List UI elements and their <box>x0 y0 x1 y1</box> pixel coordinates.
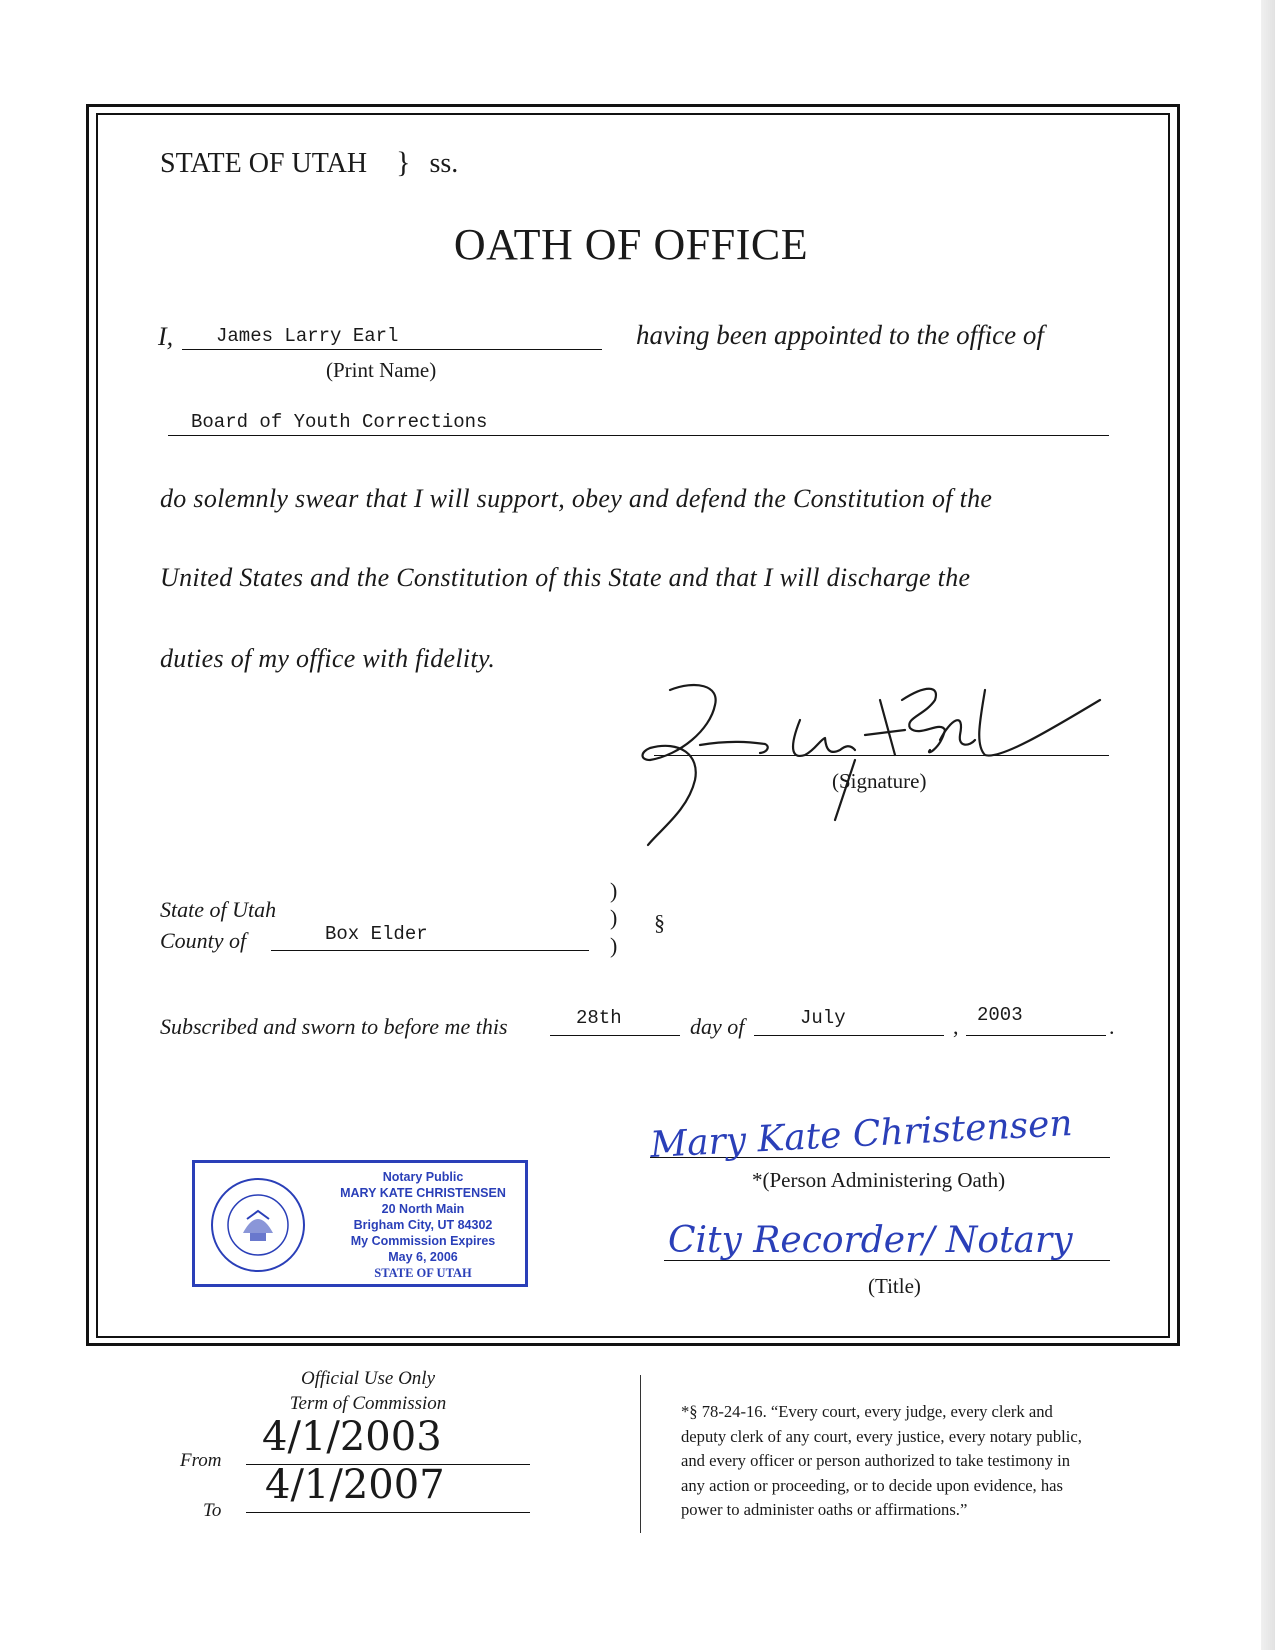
notary-stamp <box>192 1160 528 1287</box>
stamp-line-3: 20 North Main <box>381 1202 465 1216</box>
stamp-line-7: STATE OF UTAH <box>374 1266 472 1280</box>
statute-line-4: any action or proceeding, or to decide upon evidence, has <box>681 1475 1063 1495</box>
year-line <box>966 1035 1106 1036</box>
administrator-caption: *(Person Administering Oath) <box>752 1168 1006 1192</box>
stamp-line-2: MARY KATE CHRISTENSEN <box>340 1186 506 1200</box>
county-label: County of <box>160 928 247 953</box>
venue-header <box>160 146 458 180</box>
venue-state: STATE OF UTAH <box>160 148 368 179</box>
office-line <box>168 435 1109 436</box>
oath-body-line-2: United States and the Constitution of this State and that I will discharge the <box>160 563 971 592</box>
page-edge <box>1261 0 1275 1650</box>
venue-paren-2: ) <box>610 905 618 930</box>
to-line <box>246 1512 530 1513</box>
day-line <box>550 1035 680 1036</box>
sworn-year: 2003 <box>977 1004 1023 1026</box>
sworn-period: . <box>1109 1014 1115 1039</box>
official-use-subheading: Term of Commission <box>289 1393 447 1414</box>
title-caption: (Title) <box>868 1274 921 1298</box>
stamp-line-5: My Commission Expires <box>350 1234 496 1248</box>
from-label: From <box>180 1450 222 1471</box>
name-caption: (Print Name) <box>326 358 437 382</box>
venue-ss: ss. <box>429 148 459 179</box>
statute-line-5: power to administer oaths or affirmations.” <box>681 1500 968 1519</box>
oath-prefix: I, <box>158 322 174 351</box>
stamp-line-1: Notary Public <box>382 1170 464 1184</box>
from-date: 4/1/2003 <box>262 1414 442 1460</box>
county-name: Box Elder <box>325 923 428 945</box>
venue-paren-3: ) <box>610 933 618 958</box>
county-line <box>271 950 589 951</box>
office-name: Board of Youth Corrections <box>191 411 488 433</box>
administrator-title: City Recorder/ Notary <box>668 1220 1073 1261</box>
to-label: To <box>203 1500 222 1521</box>
state-label: State of Utah <box>160 897 277 922</box>
sworn-day-of: day of <box>690 1014 745 1039</box>
statute-text <box>681 1400 1181 1523</box>
oath-body-line-3: duties of my office with fidelity. <box>160 644 496 673</box>
footer-divider <box>640 1375 641 1533</box>
sworn-comma: , <box>953 1014 959 1039</box>
page-title: OATH OF OFFICE <box>453 220 809 269</box>
statute-line-1: *§ 78-24-16. “Every court, every judge, every clerk and <box>681 1402 1053 1421</box>
stamp-line-6: May 6, 2006 <box>388 1250 458 1264</box>
venue-paren-1: ) <box>610 878 618 903</box>
stamp-line-4: Brigham City, UT 84302 <box>353 1218 493 1232</box>
notary-stamp-text <box>323 1169 523 1281</box>
sworn-month: July <box>800 1007 846 1029</box>
sworn-day: 28th <box>576 1007 622 1029</box>
statute-line-2: deputy clerk of any court, every justice, every notary public, <box>681 1426 1082 1446</box>
to-date: 4/1/2007 <box>265 1462 445 1508</box>
administrator-signature: Mary Kate Christensen <box>649 1102 1074 1167</box>
name-line <box>182 349 602 350</box>
appointed-text: having been appointed to the office of <box>636 320 1044 350</box>
signature-caption: (Signature) <box>832 769 927 793</box>
venue-brace: } <box>396 146 411 179</box>
sworn-prefix: Subscribed and sworn to before me this <box>160 1014 508 1039</box>
official-use-heading: Official Use Only <box>300 1368 436 1389</box>
statute-line-3: and every officer or person authorized to take testimony in <box>681 1451 1071 1470</box>
oath-body-line-1: do solemnly swear that I will support, obey and defend the Constitution of the <box>160 484 993 513</box>
oath-taker-signature <box>640 660 1110 850</box>
oath-name: James Larry Earl <box>216 325 399 347</box>
month-line <box>754 1035 944 1036</box>
utah-state-seal-icon <box>203 1175 313 1275</box>
section-symbol: § <box>654 910 665 935</box>
